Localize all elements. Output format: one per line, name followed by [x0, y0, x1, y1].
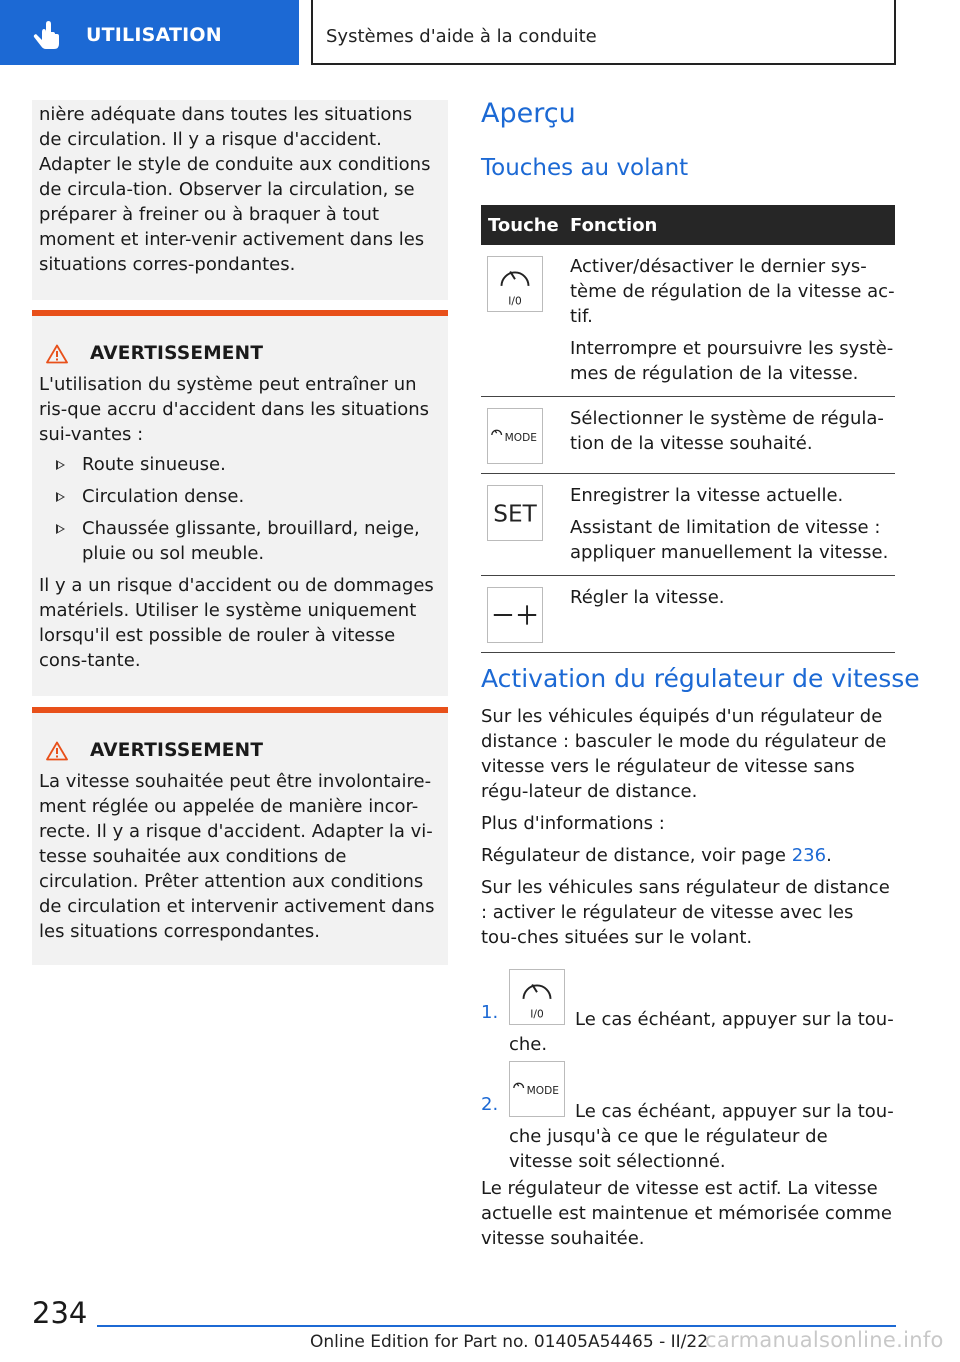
- section-label: UTILISATION: [86, 24, 222, 46]
- warning-heading-1: [46, 343, 263, 364]
- heading-activation: Activation du régulateur de vitesse: [481, 664, 920, 693]
- table-row: [481, 245, 895, 397]
- chapter-title: Systèmes d'aide à la conduite: [326, 26, 597, 47]
- list-item: Chaussée glissante, brouillard, neige, pluie ou sol meuble.: [39, 516, 447, 566]
- mode-icon: [509, 1061, 565, 1117]
- step-text: Le cas échéant, appuyer sur la tou-che jusqu'à ce que le régulateur de vitesse soit sélectionné.: [509, 1101, 894, 1172]
- column-header-touche: Touche: [481, 205, 570, 245]
- set-icon: [487, 485, 543, 541]
- table-row: [481, 397, 895, 474]
- set-label: SET: [493, 501, 537, 528]
- warning1-intro: L'utilisation du système peut entraîner un ris-que accru d'accident dans les situations sui-vantes :: [39, 374, 430, 445]
- warning1-bullets: [39, 452, 447, 566]
- warning-triangle-icon: [46, 344, 68, 364]
- mode-label: MODE: [526, 1084, 559, 1097]
- step-number: 1.: [481, 1002, 499, 1023]
- row4-line1: Régler la vitesse.: [570, 587, 725, 608]
- result-p: Le régulateur de vitesse est actif. La vitesse actuelle est maintenue et mémorisée comme vitesse souhaitée.: [481, 1178, 892, 1249]
- warning2-text: La vitesse souhaitée peut être involontaire-ment réglée ou appelée de manière incor-recte. Il y a risque d'accident. Adapter la vi-tesse souhaitée aux conditions de circulation. Prêter attention aux conditions de circulation et intervenir activement dans les situations correspondantes.: [39, 771, 435, 942]
- warning-box-1: [32, 310, 448, 696]
- minus-plus-icon: [487, 587, 543, 643]
- pointing-hand-icon: [32, 20, 66, 50]
- table-row: [481, 576, 895, 653]
- edition-text: Online Edition for Part no. 01405A54465 - II/22: [310, 1332, 709, 1352]
- row1-line1: Activer/désactiver le dernier sys-tème de régulation de la vitesse ac-tif.: [570, 256, 895, 327]
- warning-body-1: [39, 372, 447, 673]
- intro-text: nière adéquate dans toutes les situations de circulation. Il y a risque d'accident. Adapter le style de conduite aux conditions de circula-tion. Observer la circulation, se préparer à freiner ou à braquer à tout moment et inter-venir activement dans les situations corres-pondantes.: [39, 104, 431, 275]
- table-header-row: [481, 205, 895, 245]
- step-text: Le cas échéant, appuyer sur la tou-che.: [509, 1009, 894, 1055]
- row1-line2: Interrompre et poursuivre les systè-mes de régulation de la vitesse.: [570, 338, 894, 384]
- step-2: [481, 1061, 895, 1174]
- page-link-236[interactable]: 236: [791, 845, 827, 866]
- warning-box-2: [32, 707, 448, 965]
- heading-apercu: Aperçu: [481, 98, 576, 129]
- mode-label: MODE: [504, 431, 537, 444]
- list-item: Route sinueuse.: [39, 452, 447, 477]
- warning-title-1: AVERTISSEMENT: [90, 343, 264, 364]
- warning-heading-2: [46, 740, 263, 761]
- row2-line1: Sélectionner le système de régula-tion de la vitesse souhaité.: [570, 408, 884, 454]
- activation-p1: Sur les véhicules équipés d'un régulateur de distance : basculer le mode du régulateur de vitesse vers le régulateur de vitesse sans régu-lateur de distance.: [481, 706, 887, 802]
- list-item: Circulation dense.: [39, 484, 447, 509]
- step-number: 2.: [481, 1094, 499, 1115]
- step-1: [481, 969, 895, 1057]
- speedometer-io-icon: [487, 256, 543, 312]
- io-label: I/0: [508, 295, 522, 308]
- footer-rule: [97, 1325, 896, 1327]
- warning-triangle-icon: [46, 741, 68, 761]
- activation-p4: Sur les véhicules sans régulateur de distance : activer le régulateur de vitesse avec les tou-ches situées sur le volant.: [481, 877, 890, 948]
- activation-p2: Plus d'informations :: [481, 813, 665, 834]
- warning1-outro: Il y a un risque d'accident ou de dommages matériels. Utiliser le système uniquement lorsqu'il est possible de rouler à vitesse cons-tante.: [39, 575, 434, 671]
- speedometer-io-icon: [509, 969, 565, 1025]
- intro-box: [32, 100, 448, 300]
- mode-icon: [487, 408, 543, 464]
- watermark: carmanualsonline.info: [705, 1328, 944, 1352]
- section-tab: [0, 0, 299, 65]
- warning-body-2: [39, 769, 447, 944]
- heading-touches: Touches au volant: [481, 155, 689, 181]
- page-number: 234: [32, 1296, 88, 1330]
- activation-text: [481, 704, 895, 957]
- row3-line1: Enregistrer la vitesse actuelle.: [570, 485, 844, 506]
- activation-p3: Régulateur de distance, voir page 236.: [481, 845, 832, 866]
- result-text: [481, 1176, 895, 1258]
- io-label: I/0: [530, 1008, 544, 1021]
- table-row: [481, 474, 895, 576]
- warning-title-2: AVERTISSEMENT: [90, 740, 264, 761]
- column-header-fonction: Fonction: [570, 205, 895, 245]
- row3-line2: Assistant de limitation de vitesse : appliquer manuellement la vitesse.: [570, 517, 889, 563]
- keys-table: [481, 205, 895, 653]
